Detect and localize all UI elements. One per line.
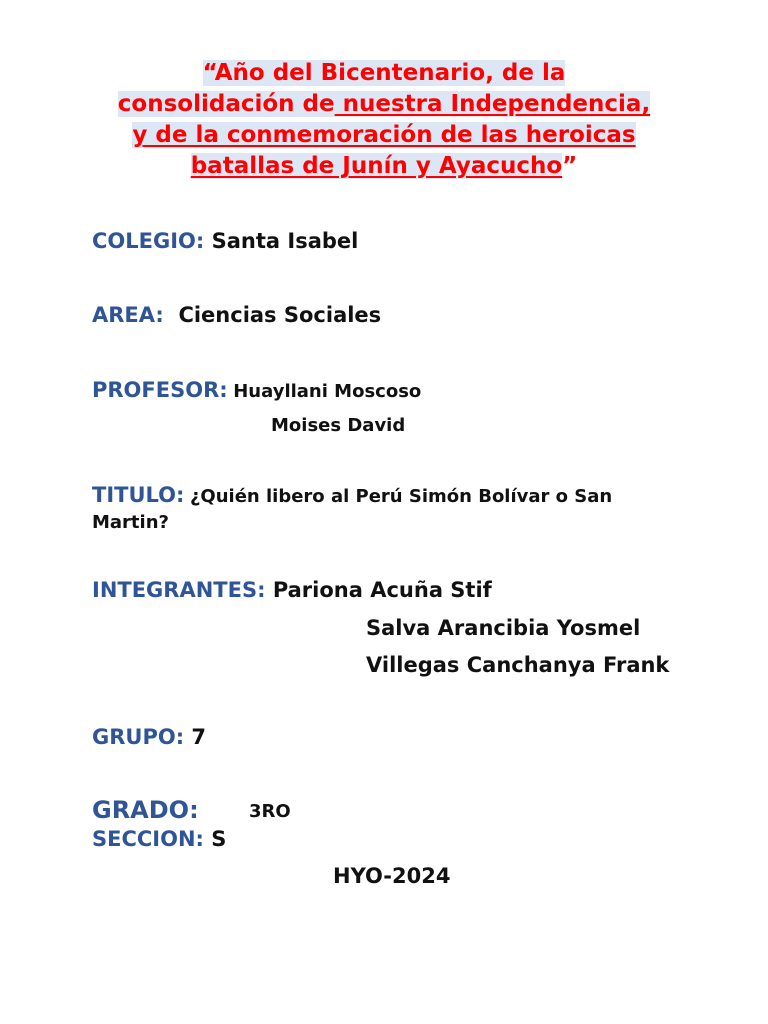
integrante-2: Salva Arancibia Yosmel [366,616,641,640]
colegio-value: Santa Isabel [211,229,359,253]
integrante-1: Pariona Acuña Stif [272,578,492,602]
profesor-row [92,378,421,402]
grado-label: GRADO: [92,796,199,824]
grado-row [92,796,199,824]
integrantes-row [92,578,492,602]
motto-line-3 [60,120,708,151]
motto-line-4 [60,151,708,182]
motto-line-1 [60,58,708,89]
motto-line-4a-text: batallas de Junín y Ayacucho [190,153,563,179]
profesor-line-2-row [271,415,405,436]
motto-line-4b-text: ” [562,153,578,179]
titulo-line-2-row [92,512,169,533]
colegio-row [92,229,358,253]
motto-line-2a-text: consolidación de [117,91,335,117]
titulo-row [92,483,612,507]
grado-value: 3RO [249,801,291,822]
motto-line-2 [60,89,708,120]
seccion-label: SECCION: [92,827,204,851]
motto-line-1-text: “Año del Bicentenario, de la [202,60,566,86]
seccion-value: S [211,827,227,851]
area-value: Ciencias Sociales [178,303,382,327]
grupo-row [92,725,206,749]
seccion-row [92,827,226,851]
grupo-value: 7 [191,725,207,749]
grado-value-row [249,801,291,822]
colegio-label: COLEGIO: [92,229,205,253]
integrante-3-row [366,653,669,677]
titulo-text-line-1: ¿Quién libero al Perú Simón Bolívar o San [189,486,613,507]
titulo-label: TITULO: [92,483,185,507]
profesor-name-line-2: Moises David [271,415,406,436]
profesor-label: PROFESOR: [92,378,228,402]
footer-row [333,864,450,888]
area-label: AREA: [92,303,164,327]
official-year-motto [60,58,708,182]
titulo-text-line-2: Martin? [92,512,169,533]
profesor-name-line-1: Huayllani Moscoso [233,381,422,402]
grupo-label: GRUPO: [92,725,185,749]
place-year: HYO-2024 [333,864,451,888]
area-row [92,303,381,327]
motto-line-2b-text: nuestra Independencia, [334,91,651,117]
integrantes-label: INTEGRANTES: [92,578,266,602]
integrante-2-row [366,616,640,640]
motto-line-3-text: y de la conmemoración de las heroicas [132,122,636,148]
integrante-3: Villegas Canchanya Frank [366,653,670,677]
